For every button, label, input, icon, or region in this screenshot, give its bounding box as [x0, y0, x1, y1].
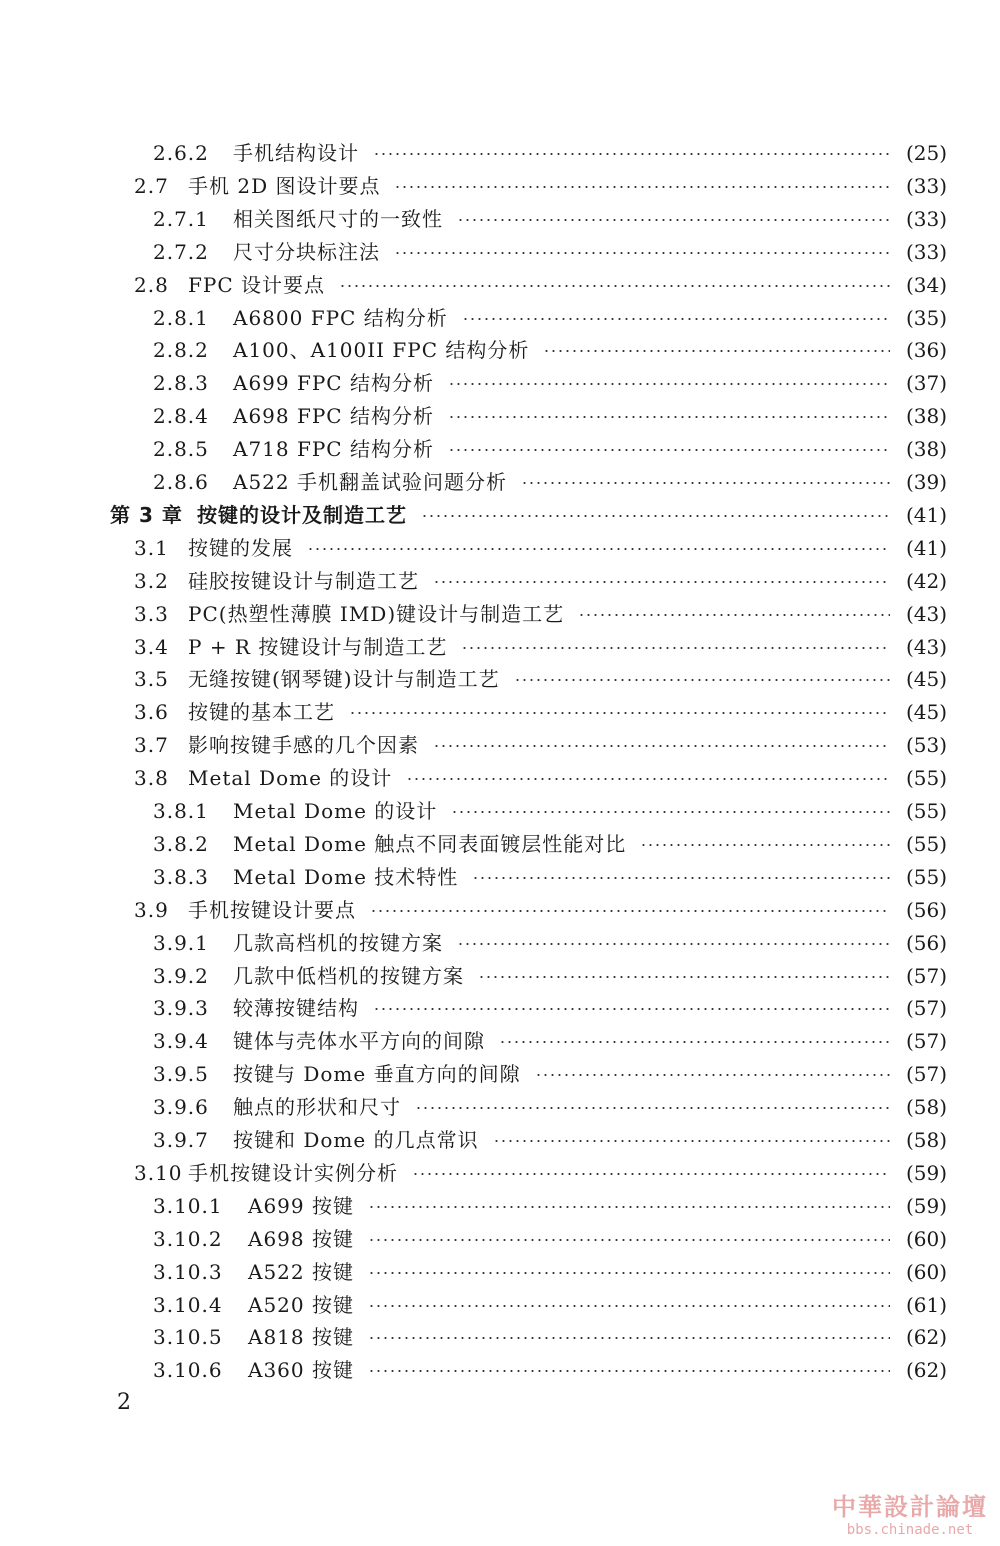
entry-number: 3.10.3 — [153, 1259, 223, 1284]
toc-entry — [0, 664, 1000, 694]
entry-title: PC(热塑性薄膜 IMD)键设计与制造工艺 — [188, 601, 565, 626]
dot-leader — [406, 778, 890, 780]
dot-leader — [493, 1140, 890, 1142]
toc-entry — [0, 335, 1000, 365]
entry-title: FPC 设计要点 — [188, 272, 325, 297]
dot-leader — [373, 1008, 890, 1010]
entry-title: 较薄按键结构 — [233, 996, 359, 1021]
entry-number: 3.9 — [134, 897, 169, 922]
entry-page: (58) — [905, 1095, 947, 1120]
dot-leader — [415, 1107, 890, 1109]
dot-leader — [307, 548, 890, 550]
toc-entry — [0, 1290, 1000, 1320]
entry-page: (57) — [905, 963, 947, 988]
dot-leader — [535, 1074, 890, 1076]
entry-number: 2.6.2 — [153, 141, 209, 165]
entry-number: 3.10 — [134, 1160, 183, 1185]
entry-number: 3.7 — [134, 733, 169, 758]
dot-leader — [543, 350, 890, 352]
entry-number: 3.2 — [134, 568, 169, 593]
entry-page: (57) — [905, 1062, 947, 1087]
entry-number: 2.7 — [134, 173, 169, 198]
entry-number: 3.9.6 — [153, 1095, 209, 1120]
entry-title: A698 FPC 结构分析 — [233, 404, 434, 429]
dot-leader — [461, 647, 890, 649]
entry-number: 3.10.1 — [153, 1193, 223, 1218]
entry-number: 2.8.3 — [153, 371, 209, 396]
toc-entry — [0, 237, 1000, 267]
entry-title: 键体与壳体水平方向的间隙 — [233, 1029, 485, 1054]
toc-entry — [0, 303, 1000, 333]
toc-entry — [0, 697, 1000, 727]
entry-title: Metal Dome 的设计 — [233, 799, 438, 823]
dot-leader — [514, 679, 890, 681]
dot-leader — [472, 877, 890, 879]
dot-leader — [448, 416, 890, 418]
toc-entry — [0, 961, 1000, 991]
entry-number: 3.9.1 — [153, 930, 209, 955]
entry-number: 3.1 — [134, 535, 169, 560]
dot-leader — [421, 515, 890, 517]
dot-leader — [499, 1041, 890, 1043]
entry-title: A6800 FPC 结构分析 — [233, 305, 448, 330]
entry-number: 3.6 — [134, 700, 169, 725]
toc-entry — [0, 1059, 1000, 1089]
entry-page: (55) — [905, 766, 947, 791]
entry-number: 3.9.7 — [153, 1128, 209, 1152]
entry-number: 3.8.2 — [153, 831, 209, 856]
entry-number: 2.8.5 — [153, 437, 209, 462]
entry-title: P + R 按键设计与制造工艺 — [188, 634, 448, 659]
entry-number: 3.10.5 — [153, 1325, 223, 1350]
toc-entry — [0, 270, 1000, 300]
watermark — [832, 1487, 988, 1538]
entry-number: 2.8.1 — [153, 305, 209, 330]
dot-leader — [394, 186, 890, 188]
entry-title: 按键和 Dome 的几点常识 — [233, 1128, 479, 1152]
entry-title: A699 FPC 结构分析 — [233, 371, 434, 396]
entry-page: (34) — [905, 272, 947, 297]
dot-leader — [368, 1305, 890, 1307]
entry-number: 2.8.6 — [153, 470, 209, 494]
entry-number: 3.10.6 — [153, 1358, 223, 1383]
entry-page: (45) — [905, 667, 947, 692]
entry-page: (56) — [905, 897, 947, 922]
entry-number: 3.10.2 — [153, 1226, 223, 1251]
entry-page: (60) — [905, 1259, 947, 1284]
toc-entry — [0, 204, 1000, 234]
dot-leader — [368, 1206, 890, 1208]
toc-entry — [0, 1125, 1000, 1155]
dot-leader — [457, 943, 890, 945]
dot-leader — [349, 712, 890, 714]
entry-title: Metal Dome 技术特性 — [233, 864, 459, 889]
entry-title: A522 按键 — [248, 1259, 354, 1284]
dot-leader — [462, 318, 890, 320]
dot-leader — [640, 844, 890, 846]
entry-page: (38) — [905, 437, 947, 462]
toc-entry — [0, 993, 1000, 1023]
entry-title: A698 按键 — [248, 1226, 354, 1251]
entry-page: (53) — [905, 733, 947, 758]
toc-entry — [0, 928, 1000, 958]
entry-title: 无缝按键(钢琴键)设计与制造工艺 — [188, 667, 500, 692]
toc-entry — [0, 1026, 1000, 1056]
entry-number: 3.9.3 — [153, 996, 209, 1021]
toc-entry — [0, 763, 1000, 793]
entry-title: 硅胶按键设计与制造工艺 — [188, 568, 419, 593]
toc-entry — [0, 829, 1000, 859]
entry-number: 第 3 章 — [110, 502, 183, 527]
toc-entry — [0, 171, 1000, 201]
entry-title: Metal Dome 的设计 — [188, 766, 393, 791]
entry-number: 2.8.2 — [153, 338, 209, 363]
entry-title: A520 按键 — [248, 1292, 354, 1317]
entry-number: 3.4 — [134, 634, 169, 659]
entry-page: (62) — [905, 1358, 947, 1383]
entry-title: 按键的基本工艺 — [188, 700, 335, 725]
entry-page: (38) — [905, 404, 947, 429]
entry-number: 2.8 — [134, 272, 169, 297]
toc-entry — [0, 895, 1000, 925]
entry-number: 3.5 — [134, 667, 169, 692]
entry-number: 3.10.4 — [153, 1292, 223, 1317]
watermark-url: bbs.chinade.net — [846, 1522, 974, 1538]
toc-entry — [0, 467, 1000, 497]
toc-entry — [0, 1191, 1000, 1221]
entry-number: 3.9.5 — [153, 1062, 209, 1087]
entry-page: (33) — [905, 173, 947, 198]
toc-entry — [0, 862, 1000, 892]
toc-entry — [0, 1158, 1000, 1188]
entry-title: A360 按键 — [248, 1358, 354, 1383]
entry-page: (41) — [905, 502, 947, 527]
dot-leader — [448, 449, 890, 451]
entry-title: 几款高档机的按键方案 — [233, 930, 443, 955]
entry-title: A522 手机翻盖试验问题分析 — [233, 470, 507, 494]
dot-leader — [394, 252, 890, 254]
dot-leader — [368, 1239, 890, 1241]
entry-page: (41) — [905, 535, 947, 560]
entry-page: (55) — [905, 799, 947, 823]
entry-page: (57) — [905, 996, 947, 1021]
dot-leader — [457, 219, 890, 221]
entry-title: 手机 2D 图设计要点 — [188, 173, 381, 198]
dot-leader — [451, 811, 890, 813]
entry-page: (43) — [905, 601, 947, 626]
entry-number: 3.3 — [134, 601, 169, 626]
entry-title: 按键的发展 — [188, 535, 293, 560]
toc-entry — [0, 730, 1000, 760]
toc-entry — [0, 632, 1000, 662]
entry-number: 3.9.2 — [153, 963, 209, 988]
entry-title: 按键与 Dome 垂直方向的间隙 — [233, 1062, 521, 1087]
entry-page: (35) — [905, 305, 947, 330]
entry-title: A818 按键 — [248, 1325, 354, 1350]
toc-entry — [0, 138, 1000, 168]
dot-leader — [412, 1173, 890, 1175]
dot-leader — [339, 285, 890, 287]
entry-title: 手机按键设计要点 — [188, 897, 356, 922]
entry-title: 尺寸分块标注法 — [233, 239, 380, 264]
entry-number: 3.9.4 — [153, 1029, 209, 1054]
entry-number: 2.8.4 — [153, 404, 209, 429]
dot-leader — [373, 153, 890, 155]
entry-page: (59) — [905, 1160, 947, 1185]
entry-page: (42) — [905, 568, 947, 593]
entry-number: 2.7.1 — [153, 206, 209, 231]
chapter-entry — [0, 500, 1000, 530]
toc-entry — [0, 533, 1000, 563]
entry-page: (43) — [905, 634, 947, 659]
toc-entry — [0, 368, 1000, 398]
entry-page: (62) — [905, 1325, 947, 1350]
entry-title: 手机按键设计实例分析 — [188, 1160, 398, 1185]
dot-leader — [368, 1337, 890, 1339]
dot-leader — [370, 910, 890, 912]
entry-number: 3.8.1 — [153, 799, 209, 823]
entry-title: 影响按键手感的几个因素 — [188, 733, 419, 758]
toc-entry — [0, 1092, 1000, 1122]
dot-leader — [521, 482, 890, 484]
entry-title: Metal Dome 触点不同表面镀层性能对比 — [233, 831, 627, 856]
entry-page: (61) — [905, 1292, 947, 1317]
dot-leader — [578, 614, 890, 616]
entry-page: (59) — [905, 1193, 947, 1218]
entry-page: (55) — [905, 831, 947, 856]
entry-page: (45) — [905, 700, 947, 725]
entry-page: (33) — [905, 206, 947, 231]
dot-leader — [433, 745, 890, 747]
toc-entry — [0, 1355, 1000, 1385]
entry-title: A100、A100II FPC 结构分析 — [233, 338, 530, 363]
dot-leader — [448, 383, 890, 385]
entry-title: 手机结构设计 — [233, 141, 359, 165]
watermark-title: 中華設計論壇 — [832, 1493, 988, 1521]
entry-title: 几款中低档机的按键方案 — [233, 963, 464, 988]
page-number: 2 — [117, 1390, 131, 1415]
toc-entry — [0, 1257, 1000, 1287]
entry-page: (58) — [905, 1128, 947, 1152]
entry-number: 2.7.2 — [153, 239, 209, 264]
toc-entry — [0, 1224, 1000, 1254]
entry-number: 3.8 — [134, 766, 169, 791]
dot-leader — [433, 581, 890, 583]
toc-entry — [0, 566, 1000, 596]
entry-page: (60) — [905, 1226, 947, 1251]
dot-leader — [478, 976, 890, 978]
toc-entry — [0, 796, 1000, 826]
toc-entry — [0, 1322, 1000, 1352]
entry-page: (25) — [905, 141, 947, 165]
entry-title: 触点的形状和尺寸 — [233, 1095, 401, 1120]
entry-page: (37) — [905, 371, 947, 396]
entry-number: 3.8.3 — [153, 864, 209, 889]
entry-page: (56) — [905, 930, 947, 955]
entry-title: A699 按键 — [248, 1193, 354, 1218]
dot-leader — [368, 1370, 890, 1372]
entry-page: (39) — [905, 470, 947, 494]
entry-page: (55) — [905, 864, 947, 889]
toc-entry — [0, 434, 1000, 464]
entry-title: 按键的设计及制造工艺 — [197, 502, 407, 527]
toc-entry — [0, 599, 1000, 629]
toc-entry — [0, 401, 1000, 431]
entry-page: (36) — [905, 338, 947, 363]
entry-page: (57) — [905, 1029, 947, 1054]
entry-title: A718 FPC 结构分析 — [233, 437, 434, 462]
dot-leader — [368, 1272, 890, 1274]
entry-title: 相关图纸尺寸的一致性 — [233, 206, 443, 231]
entry-page: (33) — [905, 239, 947, 264]
